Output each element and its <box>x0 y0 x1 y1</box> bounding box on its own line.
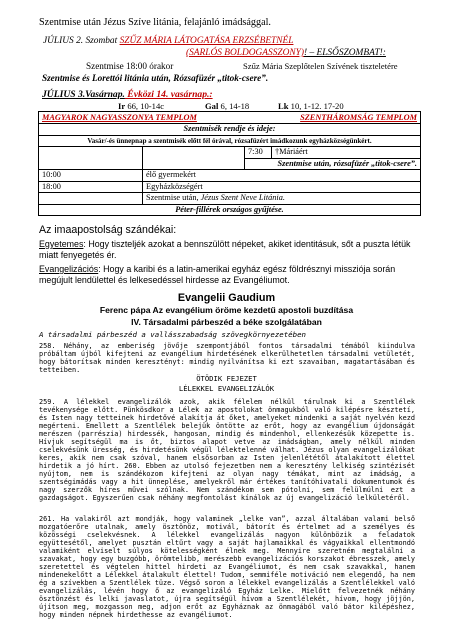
time-1800: 18:00 <box>39 181 143 193</box>
evangelization-intention-cont: megújult lendülettel és lelkesedéssel hirdesse az Evangéliumot. <box>39 275 290 285</box>
paragraph-258: 258. Néhány, az emberiség jövője szempontjából fontos társadalmi témából kiindulva próbáltam újból kifejteni az evangélium hirdetésének elkerülhetetlen társadalmi vetületét, hogy bátorítsak minden keresztényt: mindig nyilvánítsa ki ezt szavaiban, magatartásában és tetteiben. <box>39 342 415 374</box>
order-title: Szentmisék rendje és ideje: <box>39 124 421 136</box>
church-header-row <box>39 112 421 124</box>
reading-gal: Gal 6, 14-18 <box>205 101 250 111</box>
july2-prefix: JÚLIUS 2. Szombat <box>43 36 118 46</box>
article-section: IV. Társadalmi párbeszéd a béke szolgálatában <box>131 317 322 327</box>
parish-intent: Egyházközségért <box>143 181 421 193</box>
intentions-title: Az imaapostolság szándékai: <box>39 224 177 236</box>
paragraph-261: 261. Ha valakiről azt mondják, hogy valaminek „lelke van”, azzal általában valami belső mozgatóerőre utalnak, amely ösztönöz, motivál, bátorít és értelmet ad a személyes és közösségi cselekvésnek. A lélekkel evangelizálás nagyon különbözik a feladatok együttesétől, amelyet pusztán eltűrt vagy a saját hajlamaikkal és vágyaikkal ellentmondó valamiként elviselt súlyos kötelességként élnek meg. Mennyire szeretném megtalálni a szavakat, hogy egy buzgóbb, örömtelibb, merészebb evangelizációs korszakot ébresszek, amely szeretettel és végtelen hittel hirdeti az Evangéliumot, és nem csak szavakkal, hanem mindenekelőtt a Lélekkel átalakult élettel! Tudom, semmiféle motiváció nem elegendő, ha nem ég a szívekben a Szentlélek tüze. Végső soron a lélekkel evangelizálás a Szentlélekkel való evangelizálás, lévén hogy ő az evangelizáló Egyház Lelke. Mielőtt felvezetnék néhány ösztönzést és lelki javaslatot, újra segítségül hívom a Szentlélekét, hívom, hogy jöjjön, újítson meg, mozgasson meg, adjon erőt az Egyháznak az önmagából való bátor kilépéshez, hogy minden népnek hirdethesse az evangéliumot. <box>39 515 415 619</box>
time-1000: 10:00 <box>39 170 143 182</box>
article-subtitle: Ferenc pápa Az evangélium öröme kezdetű apostoli buzdítása <box>99 305 354 315</box>
general-intention-cont: miatt fenyegetés ér. <box>39 250 117 260</box>
rosary-notice: Vasár/-és ünnepnap a szentmisék előtt fél órával, rózsafüzért imádkozunk egyházközségünkért. <box>39 135 421 147</box>
mass-schedule-table <box>38 111 421 216</box>
july2-line2 <box>186 49 386 58</box>
july3-sunday: Évközi 14. vasárnap.: <box>124 89 213 100</box>
time-730: 7:30 <box>245 147 272 159</box>
first-saturday: ! – ELSŐSZOMBAT!: <box>303 48 386 58</box>
chapter-subheading: LÉLEKKEL EVANGELIZÁLÓK <box>178 384 275 393</box>
jesus-heart-litany-line: Szentmise után Jézus Szíve litánia, felajánló imádsággal. <box>39 17 271 28</box>
loretto-litany-line: Szentmise és Lorettói litánia után, Rózsafüzér „titok-csere”. <box>42 73 269 83</box>
july2-feast-alt: (SARLÓS BOLDOGASSZONY) <box>186 48 304 58</box>
july3-line <box>42 90 213 100</box>
left-church-name: MAGYAROK NAGYASSZONYA TEMPLOM <box>42 112 197 122</box>
reading-ir: Ir 66, 10-14c <box>118 101 165 111</box>
general-intention: Egyetemes: Hogy tiszteljék azokat a bennszülött népeket, akiket identitásuk, sőt a puszta létük <box>39 239 411 249</box>
maria-mass: †Máriáért <box>272 147 421 159</box>
reading-lk: Lk 10, 1-12. 17-20 <box>278 101 344 111</box>
section-heading: A társadalmi párbeszéd a vallásszabadság szövegkörnyezetében <box>39 330 306 339</box>
article-title: Evangelii Gaudium <box>177 292 276 304</box>
july2-line <box>43 37 293 46</box>
living-children-intent: élő gyermekért <box>143 170 421 182</box>
july3-prefix: JÚLIUS 3.Vasárnap. <box>42 89 125 100</box>
rosary-exchange-note: Szentmise után, rózsafüzér „titok-csere”. <box>245 158 421 170</box>
paragraph-259-260: 259. A lélekkel evangelizálók azok, akik félelem nélkül tárulnak ki a Szentlélek tevékenysége előtt. Pünkösdkor a Lélek az apostolokat önmagukból való kilépésre késztetí, és Isten nagy tetteinek hirdetővé alakítja át őket, amelyeket mindenki a saját nyelvén kezd megérteni. Emellett a Szentlélek belejük öntötte az erőt, hogy az evangélium újdonságát merészen (parrészia) hirdessék, hangosan, mindig és mindenhol, ellenkezésük közepette is. Hívjuk segítségül ma is őt, biztos alapot vetve az imádságban, amely nélkül minden cselekvésünk üresség, és hirdetésünk végül lélektelenné válhat. Jézus olyan evangelizálókat keres, akik nem csak szóval, hanem elsősorban az Isten jelenlététől átalakított élettel hirdetik a jó hírt. 260. Ebben az utolsó fejezetben nem a keresztény lelkiség szintézisét nyújtom, nem is szándékozom kifejteni az olyan nagy témákat, mint az imádság, a szentségimádás vagy a hit ünneplése, amelyekről már értékes tanítóhivatali dokumentumok és nagy szerzők híres művei szólnak. Nem szándékom sem pótolni, sem felülmúlni ezt a gazdagságot. Egyszerűen csak néhány megfontolást kínálok az új evangelizáció lelkületéről. <box>39 398 415 502</box>
holy-name-litany: Szentmise után, Jézus Szent Neve Litánia. <box>143 193 421 205</box>
peter-pence: Péter-fillérek országos gyűjtése. <box>39 204 421 216</box>
mass-time: Szentmise 18:00 órakor <box>86 61 174 71</box>
chapter-heading: ÖTÖDIK FEJEZET <box>196 374 257 383</box>
mass-place: Szűz Mária Szeplőtelen Szívének tiszteletére <box>243 61 398 71</box>
right-church-name: SZENTHÁROMSÁG TEMPLOM <box>300 112 417 122</box>
evangelization-intention: Evangelizációs: Hogy a karibi és a latin-amerikai egyház egész földrésznyi missziója során <box>39 264 396 274</box>
july2-feast: SZŰZ MÁRIA LÁTOGATÁSA ERZSÉBETNÉL <box>119 36 294 46</box>
